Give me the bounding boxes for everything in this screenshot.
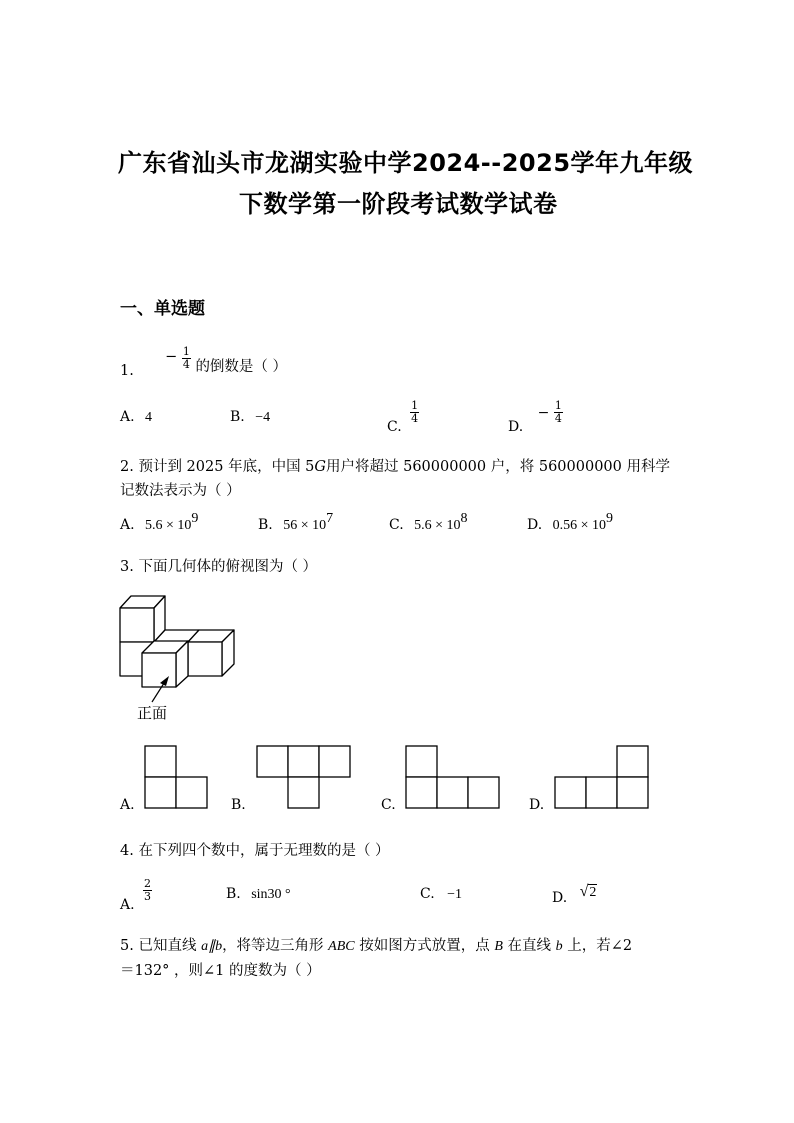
q3-option-b-label: B.: [231, 797, 246, 813]
question-2-line2: 记数法表示为（ ）: [120, 483, 241, 499]
fraction-two-thirds: $\frac{2}{3}$: [144, 877, 152, 903]
q3-option-c-label: C.: [381, 797, 396, 813]
q1-option-a: A. 4: [120, 409, 153, 425]
sqrt-symbol: √: [579, 883, 589, 900]
question-5-line2: ＝132° ，则∠1 的度数为（ ）: [120, 963, 321, 979]
q2-option-a: A. 5.6 × 109: [120, 511, 199, 533]
option-b-shape: [257, 746, 288, 777]
question-text: 的倒数是（ ）: [195, 358, 288, 375]
section-heading-single-choice: 一、单选题: [120, 299, 205, 319]
fraction-one-quarter: $\frac{1}{4}$: [411, 399, 419, 425]
fraction-one-quarter: $\frac{1}{4}$: [182, 345, 190, 371]
option-d-shape: [617, 746, 648, 777]
q1-option-d: D. − $\frac{1}{4}$: [508, 399, 562, 435]
q1-option-b: B. −4: [230, 409, 271, 425]
q2-option-d: D. 0.56 × 109: [527, 511, 614, 533]
exam-title-line2: 下数学第一阶段考试数学试卷: [239, 190, 558, 218]
question-4: 4. 在下列四个数中，属于无理数的是（ ）: [120, 843, 390, 859]
question-3: 3. 下面几何体的俯视图为（ ）: [120, 559, 318, 575]
option-a-shape: [145, 746, 176, 777]
exam-title-line1: 广东省汕头市龙湖实验中学2024--2025学年九年级: [118, 149, 694, 177]
fraction-one-quarter: $\frac{1}{4}$: [554, 399, 562, 425]
front-label: 正面: [137, 704, 168, 722]
q3-option-a-label: A.: [120, 797, 135, 813]
question-number: 1.: [120, 362, 134, 379]
q2-option-c: C. 5.6 × 108: [389, 511, 468, 533]
question-5-line1: 5. 已知直线 a∥b，将等边三角形 ABC 按如图方式放置，点 B 在直线 b 上，若∠2: [120, 938, 633, 954]
q4-option-c: C. −1: [420, 886, 463, 902]
q3-option-d-label: D.: [529, 797, 545, 813]
q4-option-b: B. sin30 °: [226, 886, 291, 902]
q4-option-a: A. $\frac{2}{3}$: [120, 877, 152, 913]
q4-option-d: D. √2: [552, 883, 597, 906]
question-2-line1: 2. 预计到 2025 年底，中国 5G用户将超过 560000000 户，将 560000000 用科学: [120, 459, 670, 475]
negative-sign: −: [165, 348, 178, 365]
option-c-shape: [406, 746, 437, 777]
q2-option-b: B. 56 × 107: [258, 511, 334, 533]
q1-option-c: C. $\frac{1}{4}$: [387, 399, 419, 435]
